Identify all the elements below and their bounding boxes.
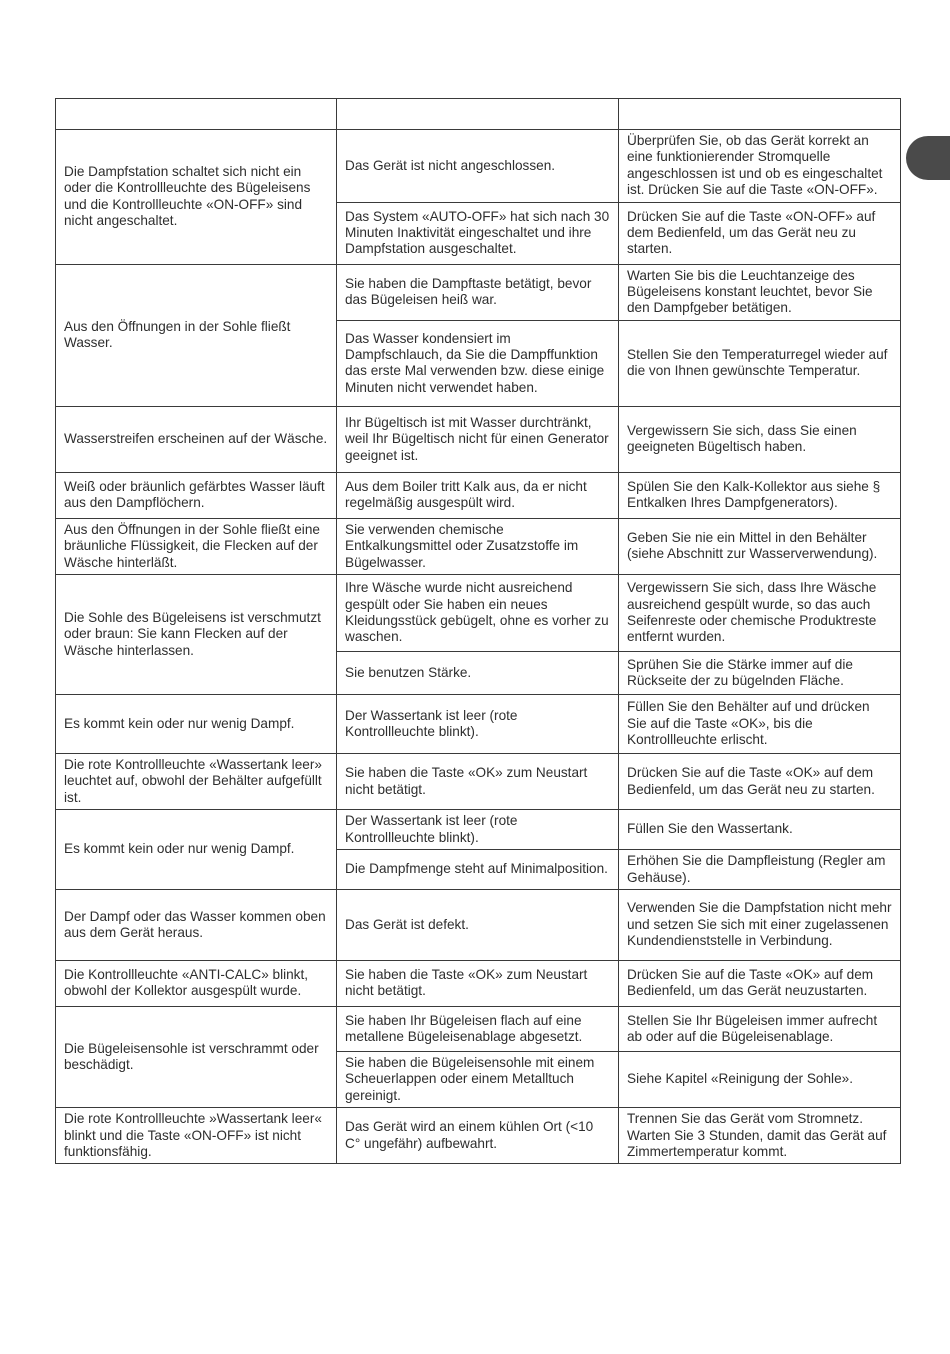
table-row bbox=[56, 406, 901, 472]
solution-cell: Drücken Sie auf die Taste «OK» auf dem Bedienfeld, um das Gerät neuzustarten. bbox=[619, 960, 901, 1006]
cause-cell: Sie haben die Taste «OK» zum Neustart nicht betätigt. bbox=[337, 754, 619, 810]
header-cell-solution bbox=[619, 99, 901, 130]
problem-cell: Wasserstreifen erscheinen auf der Wäsche. bbox=[56, 406, 337, 472]
solution-cell: Spülen Sie den Kalk-Kollektor aus siehe § Entkalken Ihres Dampfgenerators). bbox=[619, 472, 901, 518]
troubleshooting-table bbox=[55, 98, 901, 1164]
problem-cell: Die Dampfstation schaltet sich nicht ein oder die Kontrollleuchte des Bügeleisens und die Kontrollleuchte «ON-OFF» sind nicht angeschaltet. bbox=[56, 130, 337, 265]
table-row bbox=[56, 575, 901, 652]
problem-cell: Weiß oder bräunlich gefärbtes Wasser läuft aus den Dampflöchern. bbox=[56, 472, 337, 518]
cause-cell: Das Wasser kondensiert im Dampfschlauch, da Sie die Dampffunktion das erste Mal verwenden bzw. diese einige Minuten nicht verwendet haben. bbox=[337, 320, 619, 406]
problem-cell: Es kommt kein oder nur wenig Dampf. bbox=[56, 695, 337, 754]
cause-cell: Das System «AUTO-OFF» hat sich nach 30 Minuten Inaktivität eingeschaltet und ihre Dampfstation ausgeschaltet. bbox=[337, 202, 619, 264]
solution-cell: Stellen Sie den Temperaturregel wieder auf die von Ihnen gewünschte Temperatur. bbox=[619, 320, 901, 406]
solution-cell: Warten Sie bis die Leuchtanzeige des Bügeleisens konstant leuchtet, bevor Sie den Dampfgeber betätigen. bbox=[619, 264, 901, 320]
table-row bbox=[56, 960, 901, 1006]
table-row bbox=[56, 518, 901, 574]
table-row bbox=[56, 695, 901, 754]
table-row bbox=[56, 810, 901, 850]
cause-cell: Das Gerät ist defekt. bbox=[337, 889, 619, 960]
solution-cell: Verwenden Sie die Dampfstation nicht mehr und setzen Sie sich mit einer zugelassenen Kundendienststelle in Verbindung. bbox=[619, 889, 901, 960]
cause-cell: Der Wassertank ist leer (rote Kontrollleuchte blinkt). bbox=[337, 810, 619, 850]
cause-cell: Ihre Wäsche wurde nicht ausreichend gespült oder Sie haben ein neues Kleidungsstück gebügelt, ohne es vorher zu waschen. bbox=[337, 575, 619, 652]
cause-cell: Ihr Bügeltisch ist mit Wasser durchtränkt, weil Ihr Bügeltisch nicht für einen Generator geeignet ist. bbox=[337, 406, 619, 472]
solution-cell: Drücken Sie auf die Taste «ON-OFF» auf dem Bedienfeld, um das Gerät neu zu starten. bbox=[619, 202, 901, 264]
table-row bbox=[56, 889, 901, 960]
problem-cell: Die Sohle des Bügeleisens ist verschmutzt oder braun: Sie kann Flecken auf der Wäsche hinterlassen. bbox=[56, 575, 337, 695]
problem-cell: Die rote Kontrollleuchte «Wassertank leer» leuchtet auf, obwohl der Behälter aufgefüllt ist. bbox=[56, 754, 337, 810]
solution-cell: Vergewissern Sie sich, dass Ihre Wäsche ausreichend gespült wurde, so das auch Seifenreste oder chemische Produktreste entfernt wurden. bbox=[619, 575, 901, 652]
solution-cell: Geben Sie nie ein Mittel in den Behälter (siehe Abschnitt zur Wasserverwendung). bbox=[619, 518, 901, 574]
problem-cell: Aus den Öffnungen in der Sohle fließt Wasser. bbox=[56, 264, 337, 406]
cause-cell: Die Dampfmenge steht auf Minimalposition. bbox=[337, 850, 619, 890]
cause-cell: Der Wassertank ist leer (rote Kontrollleuchte blinkt). bbox=[337, 695, 619, 754]
section-tab-marker bbox=[906, 136, 950, 180]
problem-cell: Es kommt kein oder nur wenig Dampf. bbox=[56, 810, 337, 890]
solution-cell: Sprühen Sie die Stärke immer auf die Rückseite der zu bügelnden Fläche. bbox=[619, 652, 901, 695]
table-row bbox=[56, 264, 901, 320]
problem-cell: Die rote Kontrollleuchte »Wassertank leer« blinkt und die Taste «ON-OFF» ist nicht funktionsfähig. bbox=[56, 1108, 337, 1164]
solution-cell: Stellen Sie Ihr Bügeleisen immer aufrecht ab oder auf die Bügeleisenablage. bbox=[619, 1006, 901, 1051]
cause-cell: Aus dem Boiler tritt Kalk aus, da er nicht regelmäßig ausgespült wird. bbox=[337, 472, 619, 518]
table-row bbox=[56, 130, 901, 203]
solution-cell: Füllen Sie den Wassertank. bbox=[619, 810, 901, 850]
solution-cell: Füllen Sie den Behälter auf und drücken Sie auf die Taste «OK», bis die Kontrollleuchte erlischt. bbox=[619, 695, 901, 754]
cause-cell: Sie haben Ihr Bügeleisen flach auf eine metallene Bügeleisenablage abgesetzt. bbox=[337, 1006, 619, 1051]
cause-cell: Das Gerät ist nicht angeschlossen. bbox=[337, 130, 619, 203]
solution-cell: Erhöhen Sie die Dampfleistung (Regler am Gehäuse). bbox=[619, 850, 901, 890]
problem-cell: Die Kontrollleuchte «ANTI-CALC» blinkt, obwohl der Kollektor ausgespült wurde. bbox=[56, 960, 337, 1006]
table-row bbox=[56, 754, 901, 810]
problem-cell: Der Dampf oder das Wasser kommen oben aus dem Gerät heraus. bbox=[56, 889, 337, 960]
cause-cell: Sie verwenden chemische Entkalkungsmittel oder Zusatzstoffe im Bügelwasser. bbox=[337, 518, 619, 574]
solution-cell: Vergewissern Sie sich, dass Sie einen geeigneten Bügeltisch haben. bbox=[619, 406, 901, 472]
cause-cell: Sie haben die Bügeleisensohle mit einem Scheuerlappen oder einem Metalltuch gereinigt. bbox=[337, 1051, 619, 1107]
problem-cell: Die Bügeleisensohle ist verschrammt oder beschädigt. bbox=[56, 1006, 337, 1107]
table-row bbox=[56, 1108, 901, 1164]
cause-cell: Sie haben die Dampftaste betätigt, bevor das Bügeleisen heiß war. bbox=[337, 264, 619, 320]
cause-cell: Das Gerät wird an einem kühlen Ort (<10 C° ungefähr) aufbewahrt. bbox=[337, 1108, 619, 1164]
solution-cell: Trennen Sie das Gerät vom Stromnetz. Warten Sie 3 Stunden, damit das Gerät auf Zimmertemperatur kommt. bbox=[619, 1108, 901, 1164]
solution-cell: Überprüfen Sie, ob das Gerät korrekt an eine funktionierender Stromquelle angeschlossen ist und ob es eingeschaltet ist. Drücken Sie auf die Taste «ON-OFF». bbox=[619, 130, 901, 203]
solution-cell: Drücken Sie auf die Taste «OK» auf dem Bedienfeld, um das Gerät neu zu starten. bbox=[619, 754, 901, 810]
problem-cell: Aus den Öffnungen in der Sohle fließt eine bräunliche Flüssigkeit, die Flecken auf der Wäsche hinterläßt. bbox=[56, 518, 337, 574]
cause-cell: Sie benutzen Stärke. bbox=[337, 652, 619, 695]
cause-cell: Sie haben die Taste «OK» zum Neustart nicht betätigt. bbox=[337, 960, 619, 1006]
table-row bbox=[56, 472, 901, 518]
header-cell-cause bbox=[337, 99, 619, 130]
table-header-row bbox=[56, 99, 901, 130]
header-cell-problem bbox=[56, 99, 337, 130]
solution-cell: Siehe Kapitel «Reinigung der Sohle». bbox=[619, 1051, 901, 1107]
table-row bbox=[56, 1006, 901, 1051]
